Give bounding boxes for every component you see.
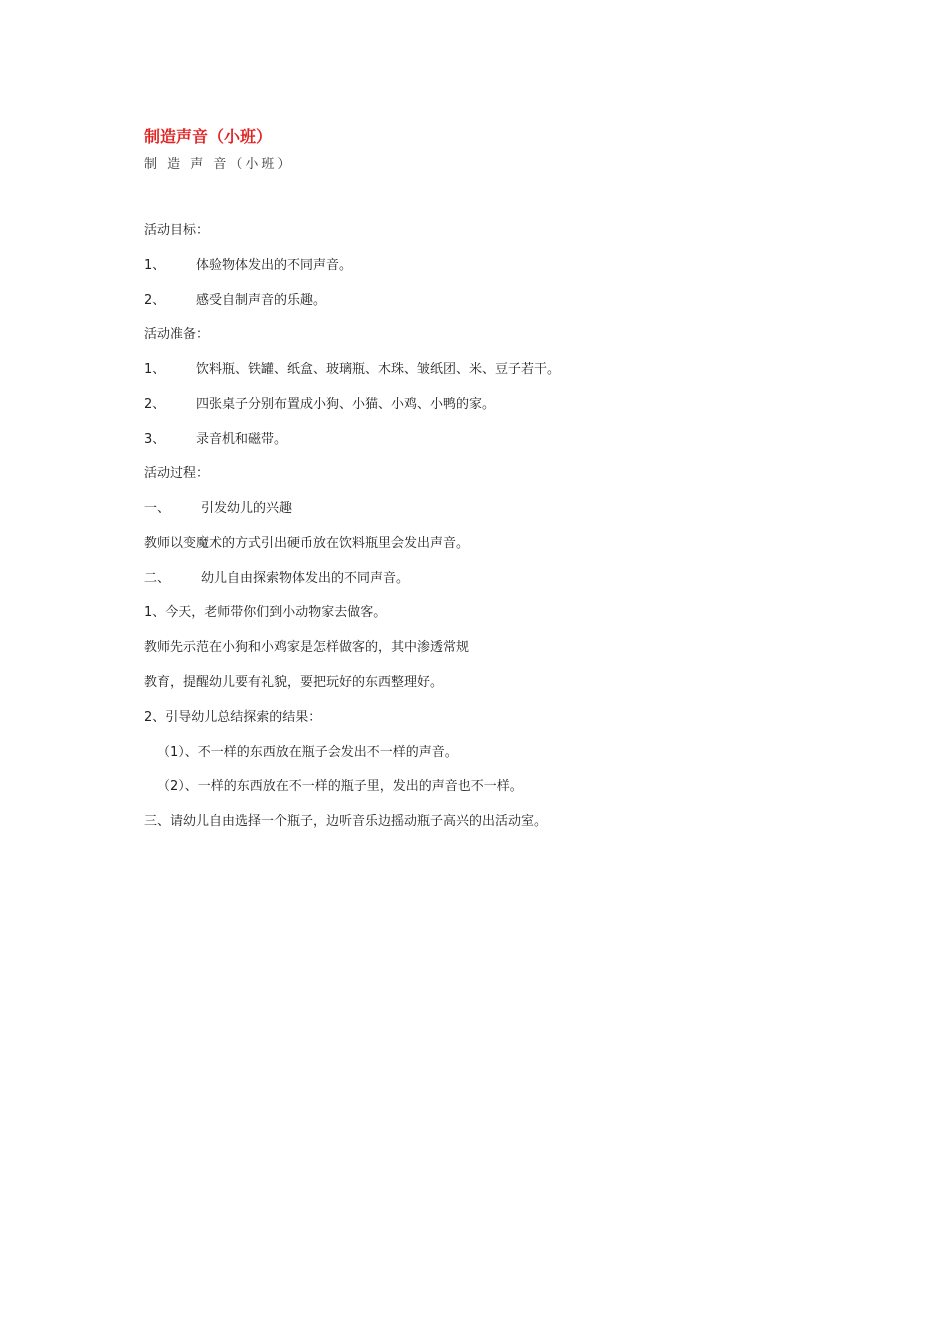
step-text: 幼儿自由探索物体发出的不同声音。 [201,571,410,586]
prep-heading: 活动准备： [144,327,210,342]
prep-text: 录音机和磁带。 [196,432,288,447]
goal-text: 体验物体发出的不同声音。 [196,258,353,273]
step-text: 引发幼儿的兴趣 [201,501,293,516]
goal-item [144,292,326,310]
goal-number: 2、 [144,293,166,308]
document-subtitle: 制 造 声 音（小班） [144,157,294,172]
process-detail: 2、引导幼儿总结探索的结果： [144,710,322,725]
prep-item [144,396,495,414]
goal-number: 1、 [144,258,166,273]
process-detail: 1、今天，老师带你们到小动物家去做客。 [144,605,387,620]
prep-text: 饮料瓶、铁罐、纸盒、玻璃瓶、木珠、皱纸团、米、豆子若干。 [196,362,561,377]
process-detail: 教师以变魔术的方式引出硬币放在饮料瓶里会发出声音。 [144,536,470,551]
prep-number: 1、 [144,362,166,377]
process-detail: 教师先示范在小狗和小鸡家是怎样做客的，其中渗透常规 [144,640,470,655]
prep-number: 2、 [144,397,166,412]
goal-item [144,257,352,275]
process-heading: 活动过程： [144,466,210,481]
process-step [144,570,409,588]
process-subdetail: （1）、不一样的东西放在瓶子会发出不一样的声音。 [157,745,458,760]
goal-text: 感受自制声音的乐趣。 [196,293,327,308]
prep-item [144,361,560,379]
process-detail: 教育，提醒幼儿要有礼貌，要把玩好的东西整理好。 [144,675,444,690]
step-number: 二、 [144,571,171,586]
prep-number: 3、 [144,432,166,447]
document-title: 制造声音（小班） [144,127,273,146]
goals-heading: 活动目标： [144,223,210,238]
prep-item [144,431,287,449]
step-number: 一、 [144,501,171,516]
process-subdetail: （2）、一样的东西放在不一样的瓶子里，发出的声音也不一样。 [157,779,523,794]
process-step: 三、请幼儿自由选择一个瓶子，边听音乐边摇动瓶子高兴的出活动室。 [144,814,548,829]
process-step [144,500,292,518]
prep-text: 四张桌子分别布置成小狗、小猫、小鸡、小鸭的家。 [196,397,496,412]
